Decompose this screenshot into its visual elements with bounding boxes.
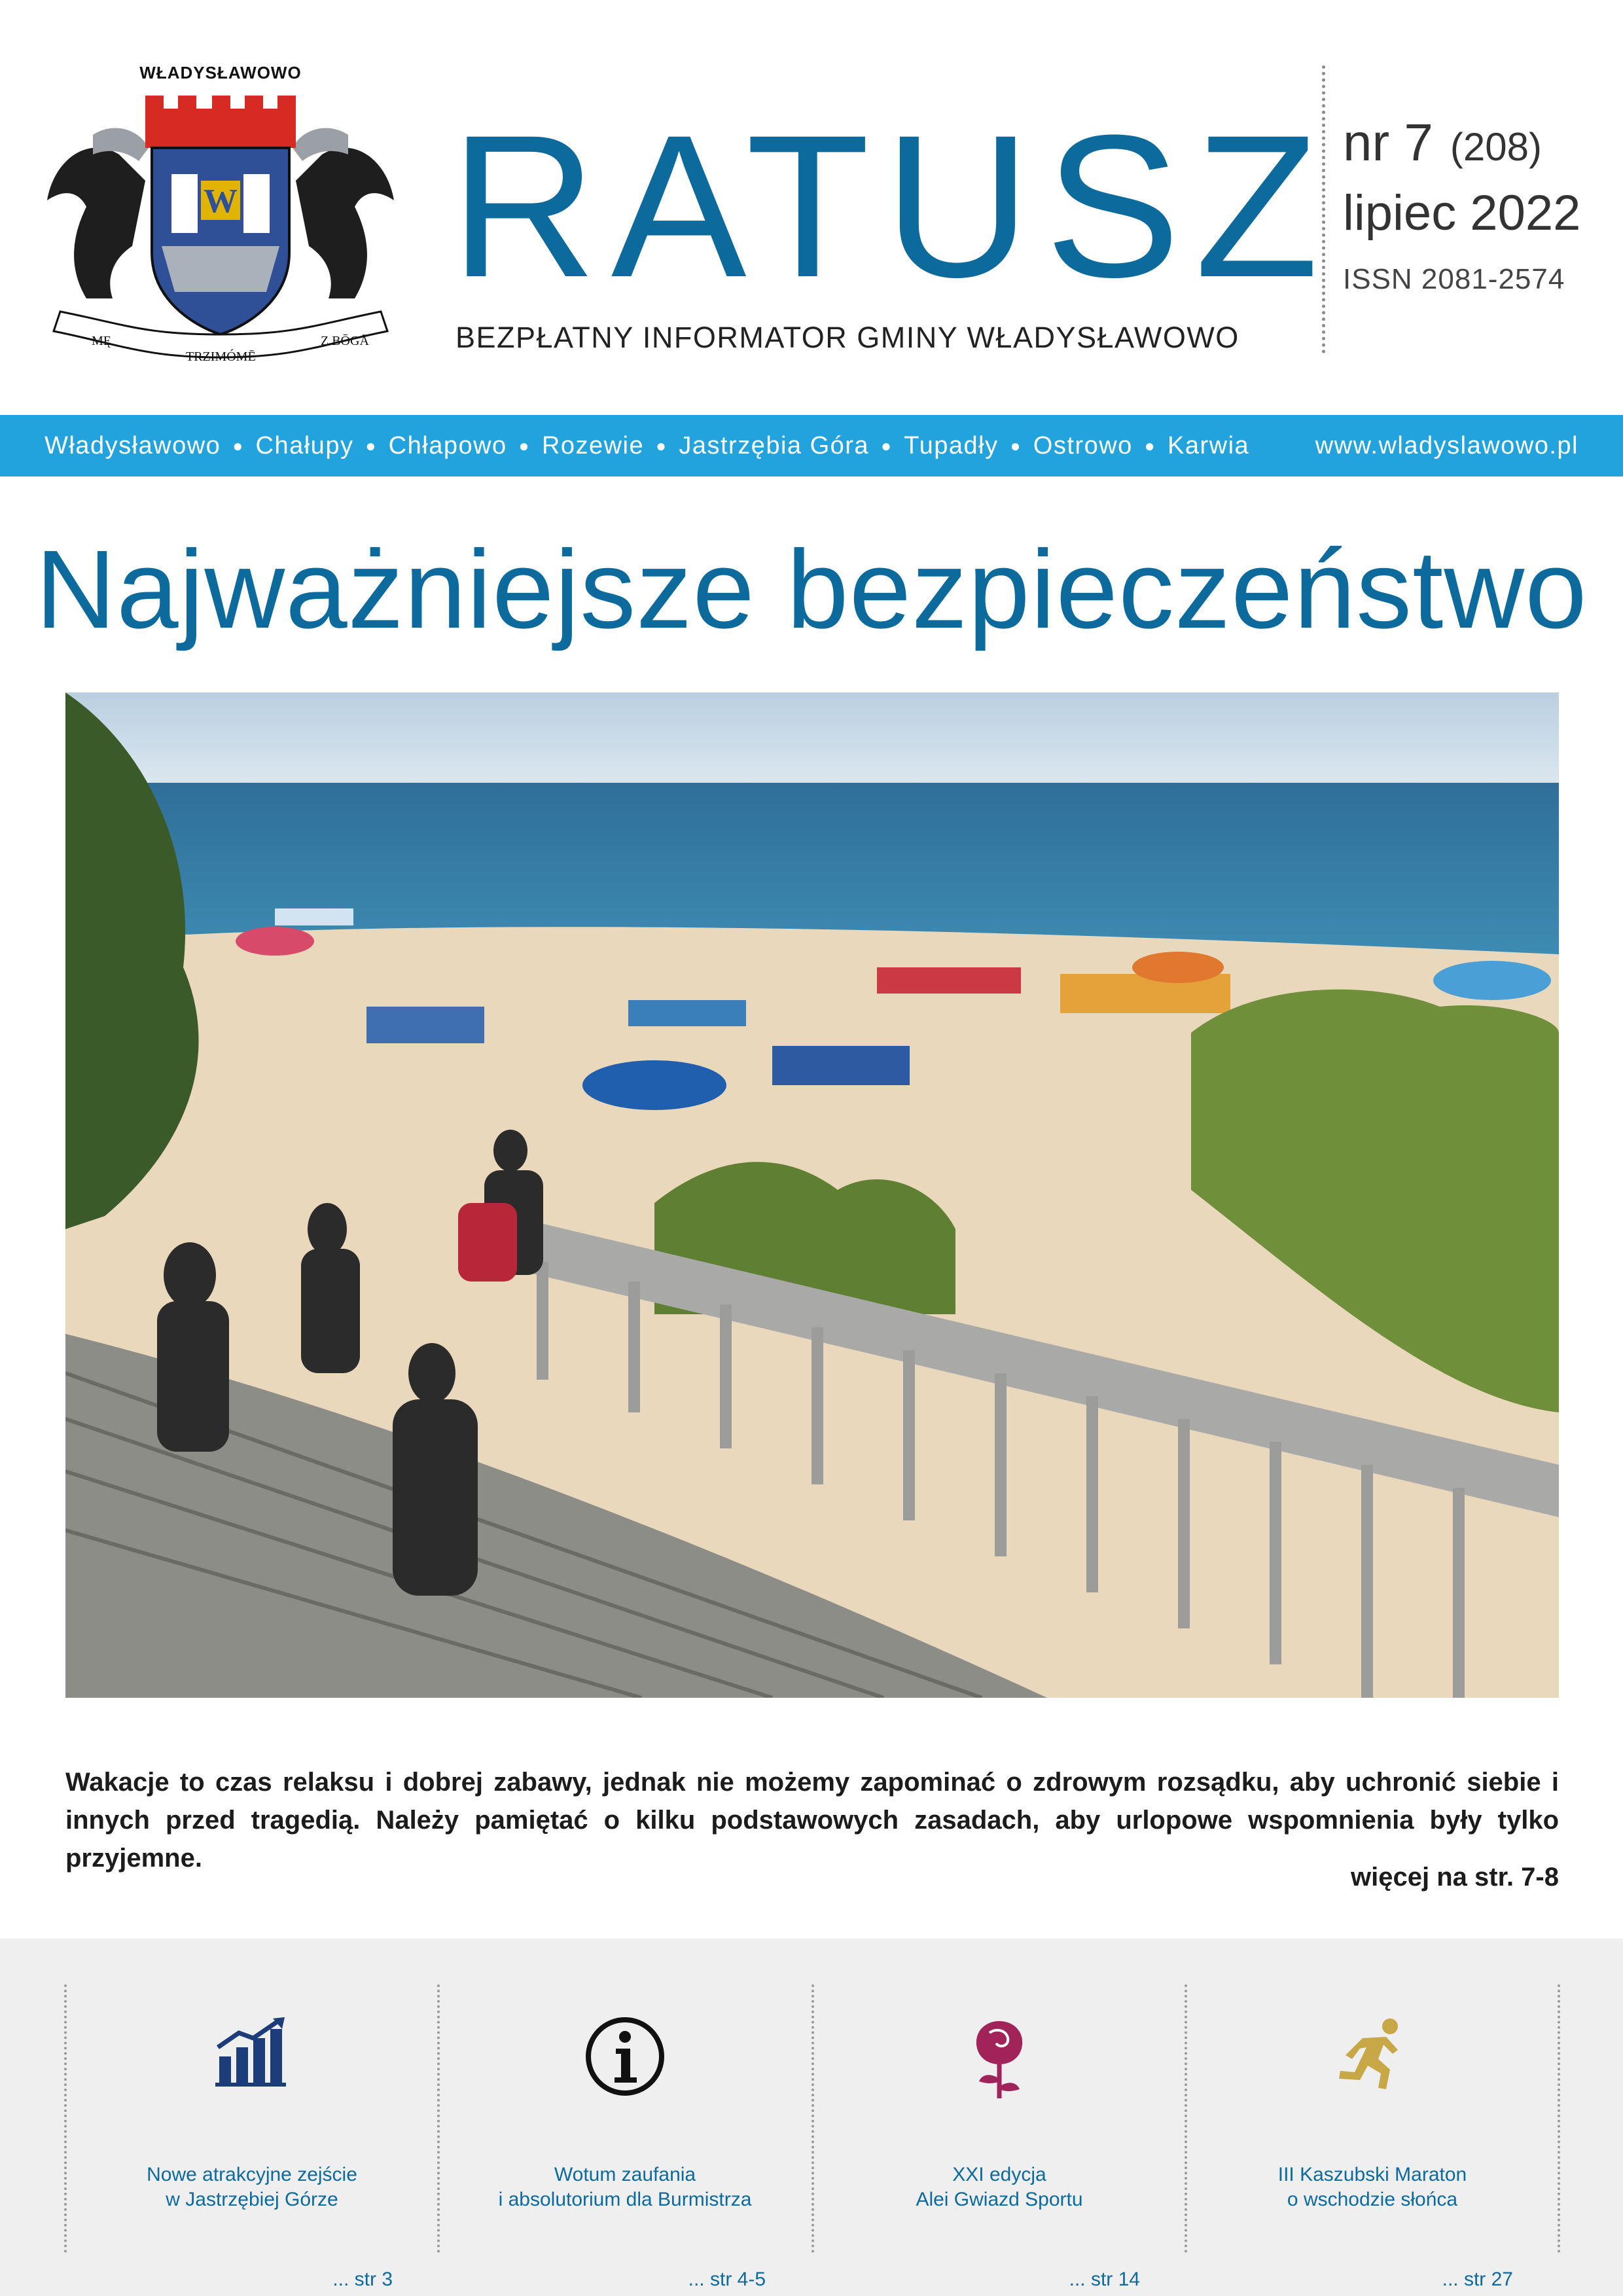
info-icon	[584, 2016, 666, 2097]
main-headline: Najważniejsze bezpieczeństwo	[35, 528, 1588, 652]
teaser-title-line1: XXI edycja	[952, 2164, 1046, 2185]
place-tupadly: Tupadły	[904, 431, 999, 459]
teaser-title-line1: Wotum zaufania	[554, 2164, 696, 2185]
teaser-title-line2: Alei Gwiazd Sportu	[916, 2188, 1083, 2210]
bullet-separator: ●	[365, 435, 377, 456]
teaser-page-ref: ... str 3	[332, 2269, 393, 2290]
griffins-crest-icon	[41, 82, 401, 364]
place-ostrowo: Ostrowo	[1033, 431, 1133, 459]
crest-label: WŁADYSŁAWOWO	[139, 63, 302, 82]
teasers-section	[0, 1939, 1623, 2296]
motto-center: TRZIMÓMĒ	[186, 350, 256, 364]
place-rozewie: Rozewie	[541, 431, 645, 459]
teaser-title-line1: Nowe atrakcyjne zejście	[147, 2164, 357, 2185]
masthead-subtitle: BEZPŁATNY INFORMATOR GMINY WŁADYSŁAWOWO	[455, 321, 1240, 354]
motto-right: Z BŌGĀ	[321, 334, 369, 348]
teaser-item[interactable]	[1186, 1984, 1559, 2290]
bullet-separator: ●	[1010, 435, 1022, 456]
bar-chart-icon	[213, 2016, 291, 2088]
issn: ISSN 2081-2574	[1343, 263, 1565, 295]
issue-number	[1343, 113, 1542, 171]
place-wladyslawowo: Władysławowo	[45, 431, 221, 459]
place-jastrzebia-gora: Jastrzębia Góra	[679, 431, 870, 459]
motto-left: MĘ	[92, 334, 111, 348]
teaser-item[interactable]	[813, 1984, 1186, 2290]
svg-text:W: W	[204, 183, 238, 220]
teaser-page-ref: ... str 4-5	[688, 2269, 766, 2290]
teaser-title-line2: i absolutorium dla Burmistrza	[498, 2188, 752, 2210]
issue-number-label: nr 7	[1343, 113, 1433, 171]
beach-photo-illustration	[65, 692, 1559, 1698]
issue-date: lipiec 2022	[1343, 185, 1581, 241]
bullet-separator: ●	[656, 435, 668, 456]
masthead-title: RATUSZ	[450, 92, 1333, 319]
header-divider	[1322, 65, 1325, 353]
teaser-page-ref: ... str 27	[1442, 2269, 1513, 2290]
cover-photo	[65, 692, 1559, 1698]
places-bar	[0, 415, 1623, 476]
teaser-item[interactable]	[438, 1984, 812, 2290]
read-more-link[interactable]: więcej na str. 7-8	[1351, 1863, 1559, 1892]
teaser-title-line2: o wschodzie słońca	[1287, 2188, 1458, 2210]
runner-icon	[1330, 2016, 1415, 2094]
teaser-item[interactable]	[65, 1984, 438, 2290]
teaser-title-line2: w Jastrzębiej Górze	[166, 2188, 338, 2210]
bullet-separator: ●	[881, 435, 893, 456]
bullet-separator: ●	[518, 435, 530, 456]
teaser-title-line1: III Kaszubski Maraton	[1277, 2164, 1467, 2185]
place-karwia: Karwia	[1168, 431, 1250, 459]
places-list	[45, 432, 1249, 460]
website-link[interactable]: www.wladyslawowo.pl	[1315, 431, 1578, 459]
bullet-separator: ●	[1144, 435, 1156, 456]
teaser-page-ref: ... str 14	[1069, 2269, 1140, 2290]
bullet-separator: ●	[232, 435, 244, 456]
place-chlapowo: Chłapowo	[388, 431, 507, 459]
lead-paragraph: Wakacje to czas relaksu i dobrej zabawy, jednak nie możemy zapominać o zdrowym rozsądku, aby uchronić siebie i innych przed tragedią. Należy pamiętać o kilku podstawowych zasadach, aby urlopowe wspomnienia były tylko przyjemne.	[65, 1768, 1559, 1873]
issue-count: (208)	[1450, 125, 1542, 169]
rose-icon	[963, 2016, 1035, 2101]
coat-of-arms	[41, 63, 401, 364]
place-chalupy: Chałupy	[255, 431, 354, 459]
